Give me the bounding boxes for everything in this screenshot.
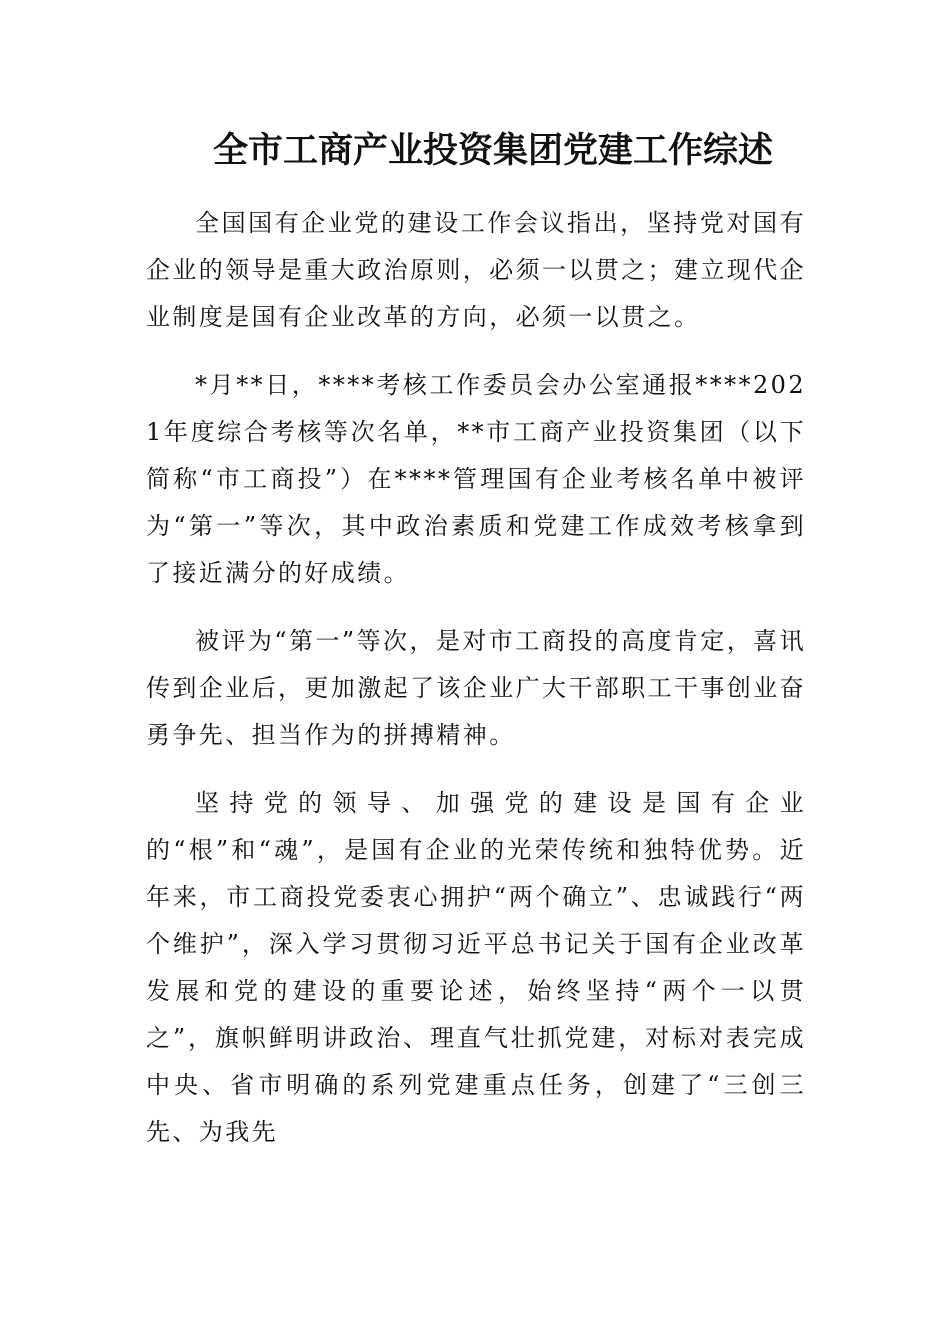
- document-body: [146, 200, 806, 1177]
- document-title: 全市工商产业投资集团党建工作综述: [212, 130, 773, 171]
- paragraph-3: 被评为“第一”等次，是对市工商投的高度肯定，喜讯传到企业后，更加激起了该企业广大干部职工干事创业奋勇争先、担当作为的拼搏精神。: [146, 627, 806, 749]
- paragraph-1: 全国国有企业党的建设工作会议指出，坚持党对国有企业的领导是重大政治原则，必须一以贯之；建立现代企业制度是国有企业改革的方向，必须一以贯之。: [146, 209, 806, 331]
- paragraph-2: *月**日，****考核工作委员会办公室通报****2021年度综合考核等次名单，**市工商产业投资集团（以下简称“市工商投”）在****管理国有企业考核名单中被评为“第一”等次，其中政治素质和党建工作成效考核拿到了接近满分的好成绩。: [146, 371, 806, 587]
- paragraph-4: 坚持党的领导、加强党的建设是国有企业的“根”和“魂”，是国有企业的光荣传统和独特优势。近年来，市工商投党委衷心拥护“两个确立”、忠诚践行“两个维护”，深入学习贯彻习近平总书记关于国有企业改革发展和党的建设的重要论述，始终坚持“两个一以贯之”，旗帜鲜明讲政治、理直气壮抓党建，对标对表完成中央、省市明确的系列党建重点任务，创建了“三创三先、为我先: [146, 789, 806, 1146]
